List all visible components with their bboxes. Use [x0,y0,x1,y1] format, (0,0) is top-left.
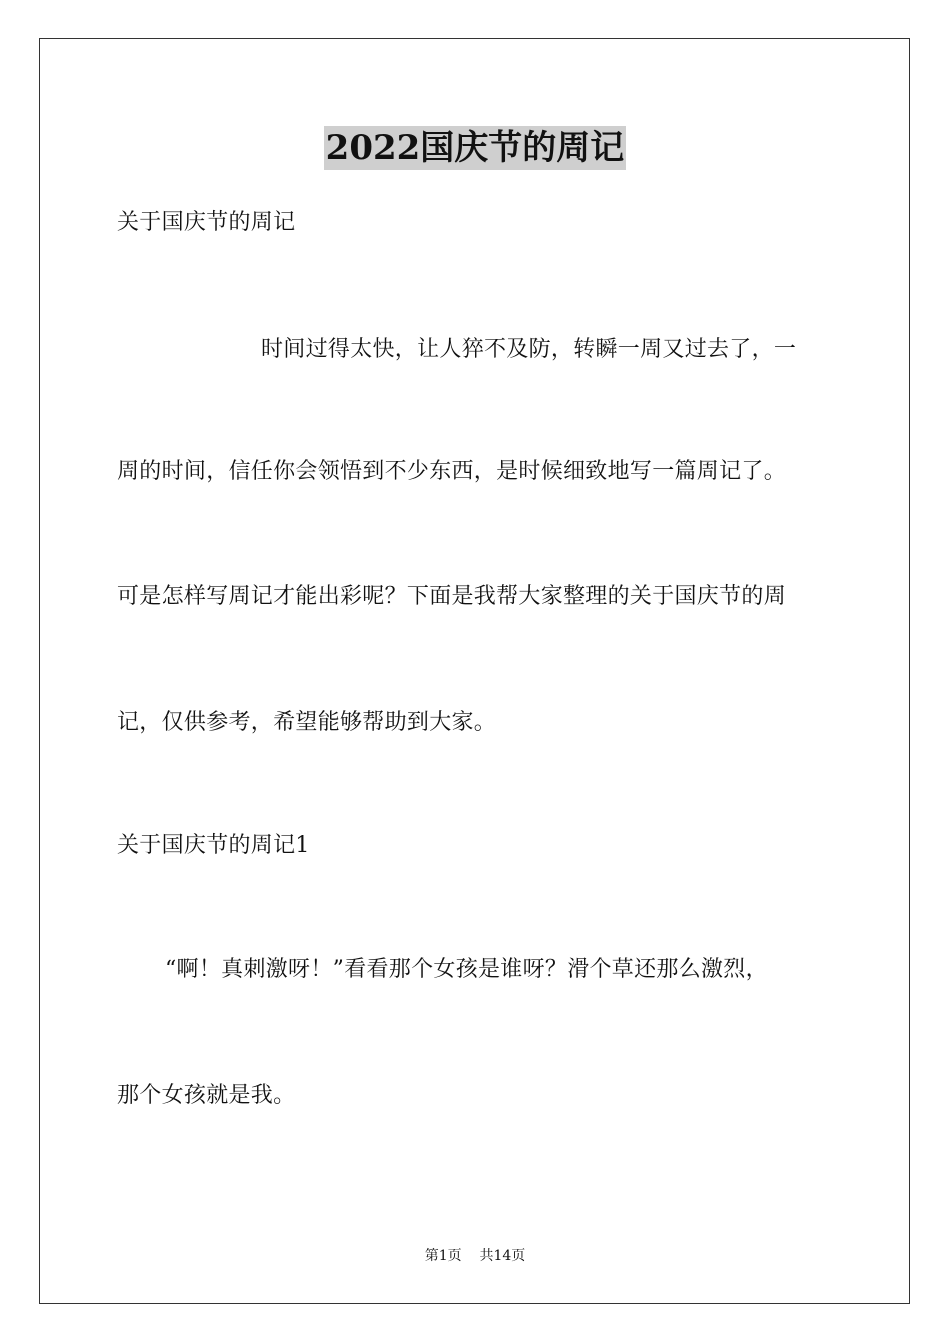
section-heading: 关于国庆节的周记1 [117,833,310,858]
footer-spacer [462,1248,480,1264]
paragraph-line: 周的时间，信任你会领悟到不少东西，是时候细致地写一篇周记了。 [117,459,787,484]
page-number: 第1页 [424,1248,462,1264]
paragraph-line: 那个女孩就是我。 [117,1083,296,1108]
total-pages: 共14页 [479,1248,526,1264]
paragraph-line: “啊！真刺激呀！”看看那个女孩是谁呀？滑个草还那么激烈， [165,957,768,982]
paragraph-line: 时间过得太快，让人猝不及防，转瞬一周又过去了，一 [261,337,797,362]
page-footer [0,1246,950,1266]
title-container [0,126,950,170]
document-title: 2022国庆节的周记 [325,128,625,168]
subtitle-line: 关于国庆节的周记 [117,210,296,235]
paragraph-line: 可是怎样写周记才能出彩呢？下面是我帮大家整理的关于国庆节的周 [117,584,787,609]
paragraph-line: 记，仅供参考，希望能够帮助到大家。 [117,710,497,735]
